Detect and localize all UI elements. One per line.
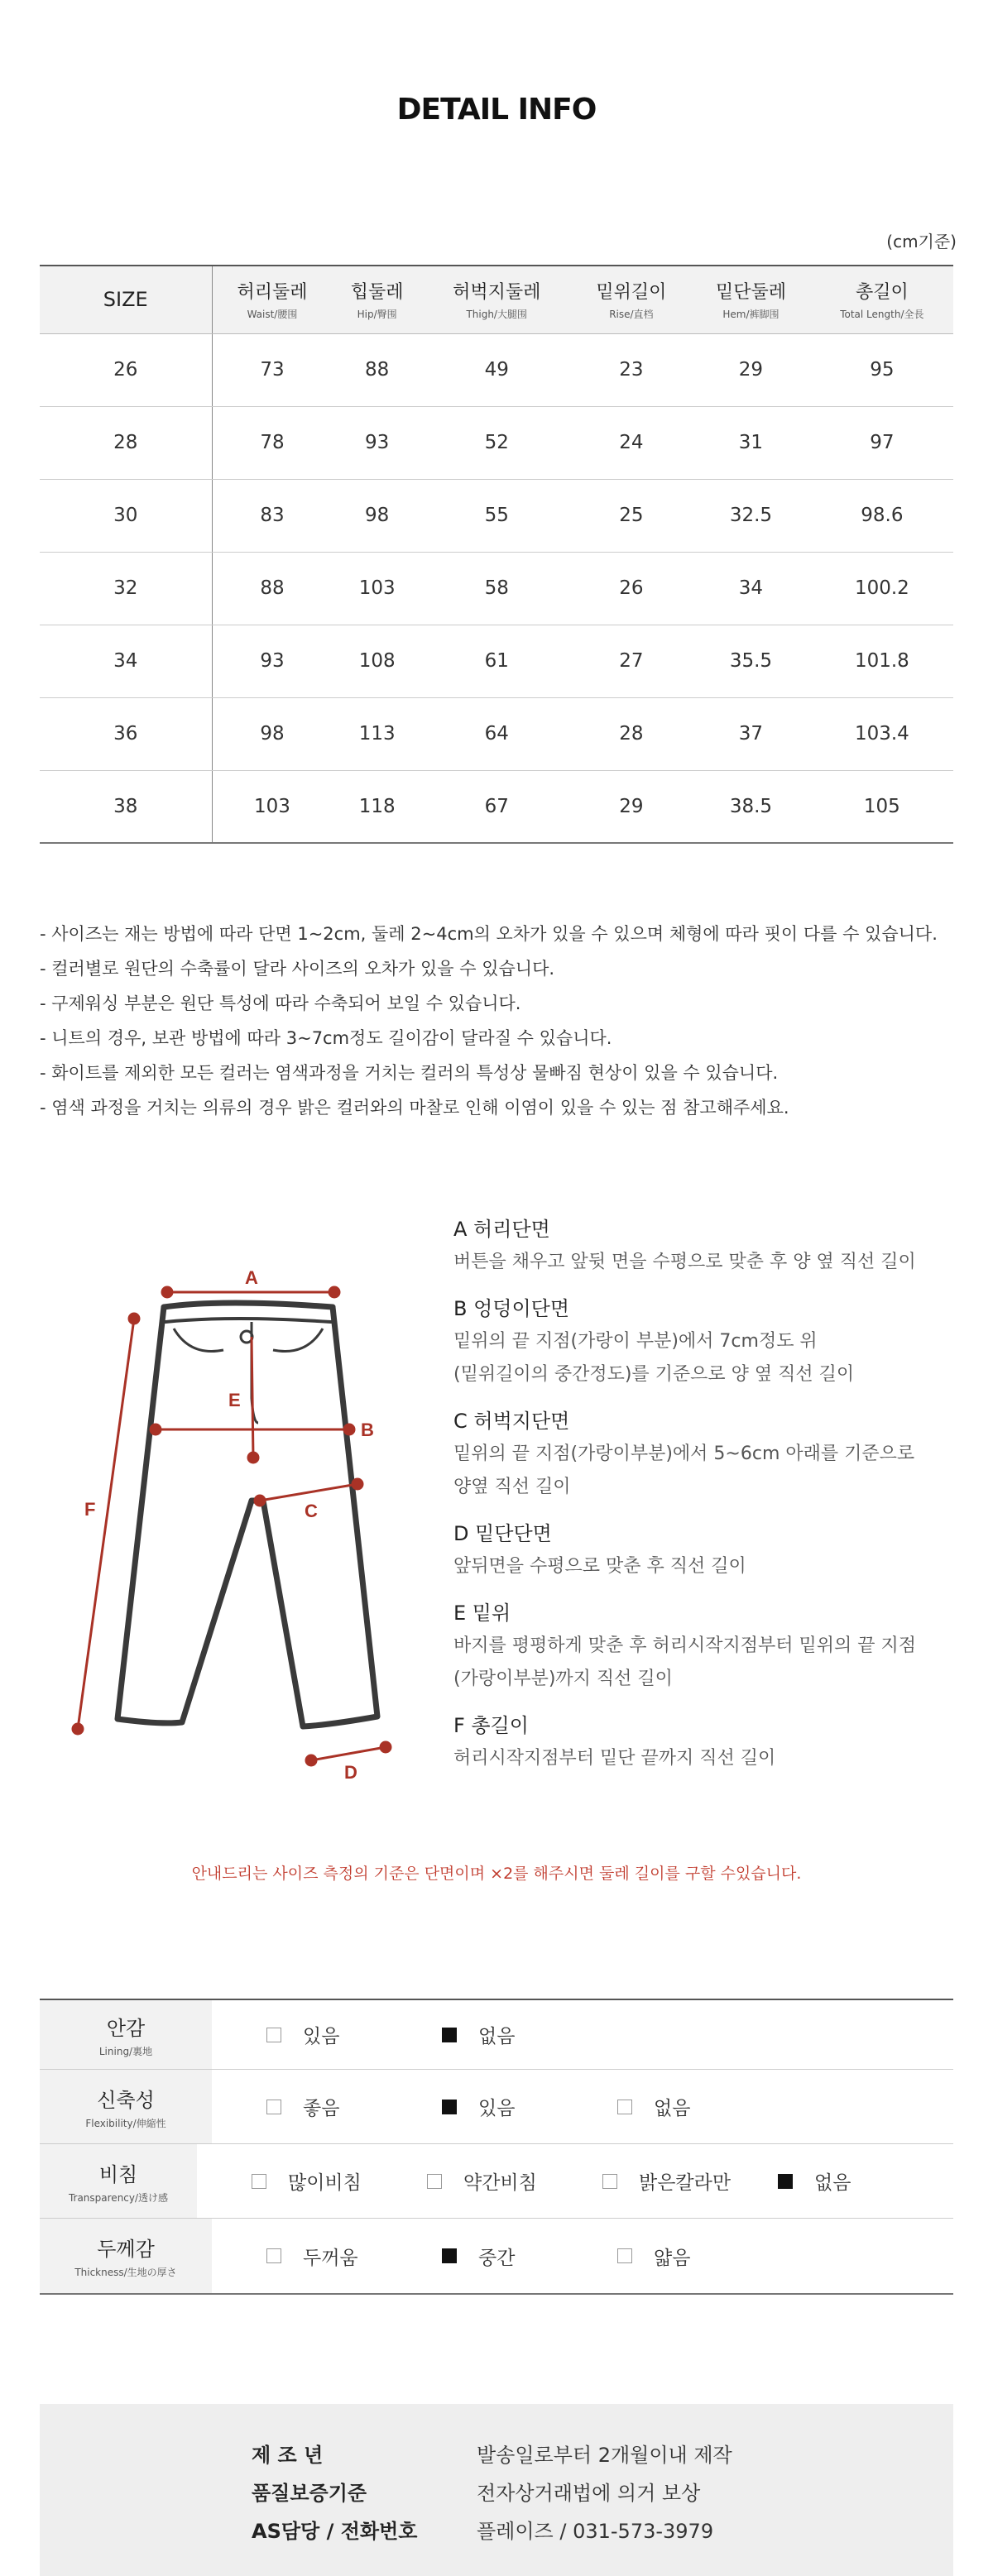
table-row (40, 406, 953, 479)
checked-box-icon (442, 2100, 457, 2114)
measurement-cell: 38.5 (691, 770, 811, 843)
fabric-option (778, 2167, 953, 2195)
fabric-label-ko: 안감 (106, 2016, 146, 2040)
measurement-cell: 103 (212, 770, 332, 843)
definition-text: 바지를 평평하게 맞춘 후 허리시작지점부터 밑위의 끝 지점 (453, 1635, 917, 1656)
size-cell: 38 (40, 770, 212, 843)
fabric-option-label: 밝은칼라만 (639, 2172, 732, 2194)
definition-item (453, 1597, 967, 1696)
fabric-table (40, 1999, 953, 2295)
definition-heading: A 허리단면 (453, 1218, 550, 1241)
measurement-cell: 93 (212, 625, 332, 697)
measurement-cell: 97 (811, 406, 953, 479)
fabric-option (266, 2243, 442, 2270)
definition-item (453, 1213, 967, 1279)
measurement-cell: 52 (422, 406, 572, 479)
measurement-cell: 118 (332, 770, 421, 843)
header-total-length: 총길이 Total Length/全長 (811, 266, 953, 333)
fabric-option (617, 2093, 793, 2120)
measurement-cell: 78 (212, 406, 332, 479)
measurement-cell: 34 (691, 552, 811, 625)
guide-text: 안내드리는 사이즈 측정의 기준은 단면이며 ×2를 해주시면 둘레 길이를 구할 수있습니다. (191, 1865, 802, 1883)
fabric-option (617, 2243, 793, 2270)
note-item: - 사이즈는 재는 방법에 따라 단면 1~2cm, 둘레 2~4cm의 오차가 있을 수 있으며 체형에 따라 핏이 다를 수 있습니다. (40, 924, 938, 944)
fabric-label (40, 2070, 212, 2143)
note-item: - 화이트를 제외한 모든 컬러는 염색과정을 거치는 컬러의 특성상 물빠짐 현상이 있을 수 있습니다. (40, 1063, 779, 1083)
definition-heading: F 총길이 (453, 1714, 529, 1737)
fabric-options (197, 2144, 953, 2218)
measurement-cell: 88 (332, 333, 421, 406)
label-c: C (305, 1501, 318, 1521)
header-size: SIZE (40, 266, 212, 333)
unchecked-box-icon (427, 2174, 442, 2189)
header-rise: 밑위길이 Rise/直档 (572, 266, 692, 333)
label-f: F (84, 1499, 96, 1520)
definition-heading: E 밑위 (453, 1602, 511, 1625)
measurement-cell: 58 (422, 552, 572, 625)
measurement-cell: 26 (572, 552, 692, 625)
measurement-cell: 23 (572, 333, 692, 406)
info-row-warranty: 품질보증기준 전자상거래법에 의거 보상 (252, 2482, 701, 2505)
header-hem: 밑단둘레 Hem/裤脚围 (691, 266, 811, 333)
measurement-cell: 113 (332, 697, 421, 770)
measurement-cell: 29 (572, 770, 692, 843)
fabric-label-sub: Lining/裏地 (98, 2045, 153, 2057)
definition-text: (밑위길이의 중간정도)를 기준으로 양 옆 직선 길이 (453, 1364, 855, 1385)
measurement-cell: 98 (332, 479, 421, 552)
measure-labels (84, 1267, 374, 1783)
label-d: D (344, 1762, 357, 1783)
measurement-cell: 31 (691, 406, 811, 479)
header-waist: 허리둘레 Waist/腰围 (212, 266, 332, 333)
measurement-cell: 100.2 (811, 552, 953, 625)
page-title: DETAIL INFO (396, 93, 597, 127)
measurement-cell: 61 (422, 625, 572, 697)
table-row (40, 552, 953, 625)
definition-heading: D 밑단단면 (453, 1522, 552, 1545)
size-cell: 32 (40, 552, 212, 625)
measurement-cell: 98.6 (811, 479, 953, 552)
definition-text: (가랑이부분)까지 직선 길이 (453, 1669, 673, 1689)
header-hip: 힙둘레 Hip/臀围 (332, 266, 421, 333)
fabric-option (442, 2243, 617, 2270)
checked-box-icon (778, 2174, 793, 2189)
measurement-cell: 49 (422, 333, 572, 406)
fabric-label-sub: Thickness/生地の厚さ (74, 2267, 177, 2278)
measurement-cell: 67 (422, 770, 572, 843)
definition-text: 밑위의 끝 지점(가랑이부분)에서 5~6cm 아래를 기준으로 (453, 1444, 915, 1464)
fabric-label (40, 2000, 212, 2069)
fabric-option (442, 2021, 617, 2048)
notes-list (40, 917, 975, 1125)
measurement-cell: 35.5 (691, 625, 811, 697)
measurement-cell: 32.5 (691, 479, 811, 552)
checked-box-icon (442, 2028, 457, 2042)
fabric-option (602, 2167, 778, 2195)
fabric-option-label: 있음 (478, 2098, 516, 2119)
fabric-option (442, 2093, 617, 2120)
measurement-cell: 93 (332, 406, 421, 479)
fabric-option-label: 많이비침 (288, 2172, 362, 2194)
definition-heading: B 엉덩이단면 (453, 1297, 570, 1320)
pants-details (174, 1322, 323, 1423)
measurement-cell: 27 (572, 625, 692, 697)
fabric-label-ko: 두께감 (97, 2238, 155, 2261)
measurement-cell: 103 (332, 552, 421, 625)
product-info-box (40, 2404, 953, 2576)
fabric-option-label: 없음 (654, 2098, 691, 2119)
label-b: B (361, 1420, 374, 1440)
fabric-option-label: 두꺼움 (303, 2247, 358, 2269)
info-row-as-contact: AS담당 / 전화번호 플레이즈 / 031-573-3979 (252, 2520, 714, 2543)
fabric-option-label: 좋음 (303, 2098, 340, 2119)
fabric-row (40, 2144, 953, 2219)
fabric-option (266, 2093, 442, 2120)
measurement-cell: 88 (212, 552, 332, 625)
definition-text: 밑위의 끝 지점(가랑이 부분)에서 7cm정도 위 (453, 1331, 818, 1352)
fabric-row (40, 2000, 953, 2070)
table-row (40, 479, 953, 552)
size-cell: 26 (40, 333, 212, 406)
header-thigh: 허벅지둘레 Thigh/大腿围 (422, 266, 572, 333)
measurement-cell: 103.4 (811, 697, 953, 770)
measurement-cell: 101.8 (811, 625, 953, 697)
note-item: - 니트의 경우, 보관 방법에 따라 3~7cm정도 길이감이 달라질 수 있습니다. (40, 1028, 612, 1048)
fabric-options (212, 2070, 953, 2143)
pants-diagram (66, 1257, 414, 1787)
measurement-cell: 29 (691, 333, 811, 406)
fabric-label-sub: Flexibility/伸縮性 (85, 2117, 166, 2129)
table-row (40, 770, 953, 843)
size-cell: 34 (40, 625, 212, 697)
unchecked-box-icon (617, 2248, 632, 2263)
measurement-cell: 25 (572, 479, 692, 552)
measurement-cell: 28 (572, 697, 692, 770)
measurement-cell: 24 (572, 406, 692, 479)
definition-item (453, 1517, 967, 1583)
label-e: E (228, 1390, 241, 1410)
fabric-label-ko: 비침 (98, 2162, 138, 2186)
note-item: - 구제워싱 부분은 원단 특성에 따라 수축되어 보일 수 있습니다. (40, 994, 521, 1013)
definition-item (453, 1292, 967, 1391)
unchecked-box-icon (266, 2028, 281, 2042)
definition-text: 허리시작지점부터 밑단 끝까지 직선 길이 (453, 1748, 776, 1769)
unit-note: (cm기준) (886, 232, 957, 251)
definition-text: 양옆 직선 길이 (453, 1477, 571, 1497)
size-table-header (40, 266, 953, 333)
measurement-cell: 105 (811, 770, 953, 843)
fabric-option (266, 2021, 442, 2048)
measurement-cell: 108 (332, 625, 421, 697)
size-cell: 28 (40, 406, 212, 479)
measurement-cell: 73 (212, 333, 332, 406)
measurement-definitions (453, 1213, 967, 1788)
unchecked-box-icon (266, 2248, 281, 2263)
fabric-label (40, 2144, 197, 2218)
measurement-cell: 55 (422, 479, 572, 552)
unchecked-box-icon (602, 2174, 617, 2189)
label-a: A (245, 1267, 258, 1288)
fabric-label-ko: 신축성 (97, 2088, 155, 2112)
note-item: - 염색 과정을 거치는 의류의 경우 밝은 컬러와의 마찰로 인해 이염이 있을 수 있는 점 참고해주세요. (40, 1098, 789, 1118)
unchecked-box-icon (252, 2174, 266, 2189)
fabric-option (252, 2167, 427, 2195)
info-row-manufacture: 제 조 년 발송일로부터 2개월이내 제작 (252, 2444, 732, 2467)
fabric-option-label: 없음 (814, 2172, 851, 2194)
fabric-option-label: 중간 (478, 2247, 516, 2269)
fabric-option-label: 얇음 (654, 2247, 691, 2269)
fabric-label-sub: Transparency/透け感 (68, 2191, 169, 2204)
measurement-cell: 83 (212, 479, 332, 552)
fabric-option (427, 2167, 602, 2195)
note-item: - 컬러별로 원단의 수축률이 달라 사이즈의 오차가 있을 수 있습니다. (40, 959, 555, 979)
definition-text: 버튼을 채우고 앞뒷 면을 수평으로 맞춘 후 양 옆 직선 길이 (453, 1252, 916, 1272)
fabric-options (212, 2219, 953, 2293)
fabric-row (40, 2219, 953, 2293)
measurement-cell: 37 (691, 697, 811, 770)
size-cell: 30 (40, 479, 212, 552)
size-table (40, 265, 953, 844)
unchecked-box-icon (266, 2100, 281, 2114)
fabric-options (212, 2000, 953, 2069)
definition-text: 앞뒤면을 수평으로 맞춘 후 직선 길이 (453, 1556, 746, 1577)
size-cell: 36 (40, 697, 212, 770)
table-row (40, 625, 953, 697)
definition-item (453, 1405, 967, 1504)
measurement-cell: 95 (811, 333, 953, 406)
fabric-option-label: 있음 (303, 2026, 340, 2047)
unchecked-box-icon (617, 2100, 632, 2114)
definition-item (453, 1709, 967, 1775)
checked-box-icon (442, 2248, 457, 2263)
fabric-label (40, 2219, 212, 2293)
fabric-option-label: 약간비침 (463, 2172, 537, 2194)
measurement-cell: 98 (212, 697, 332, 770)
fabric-row (40, 2070, 953, 2144)
pants-outline (118, 1303, 377, 1726)
table-row (40, 333, 953, 406)
definition-heading: C 허벅지단면 (453, 1410, 570, 1433)
measurement-cell: 64 (422, 697, 572, 770)
fabric-option-label: 없음 (478, 2026, 516, 2047)
table-row (40, 697, 953, 770)
